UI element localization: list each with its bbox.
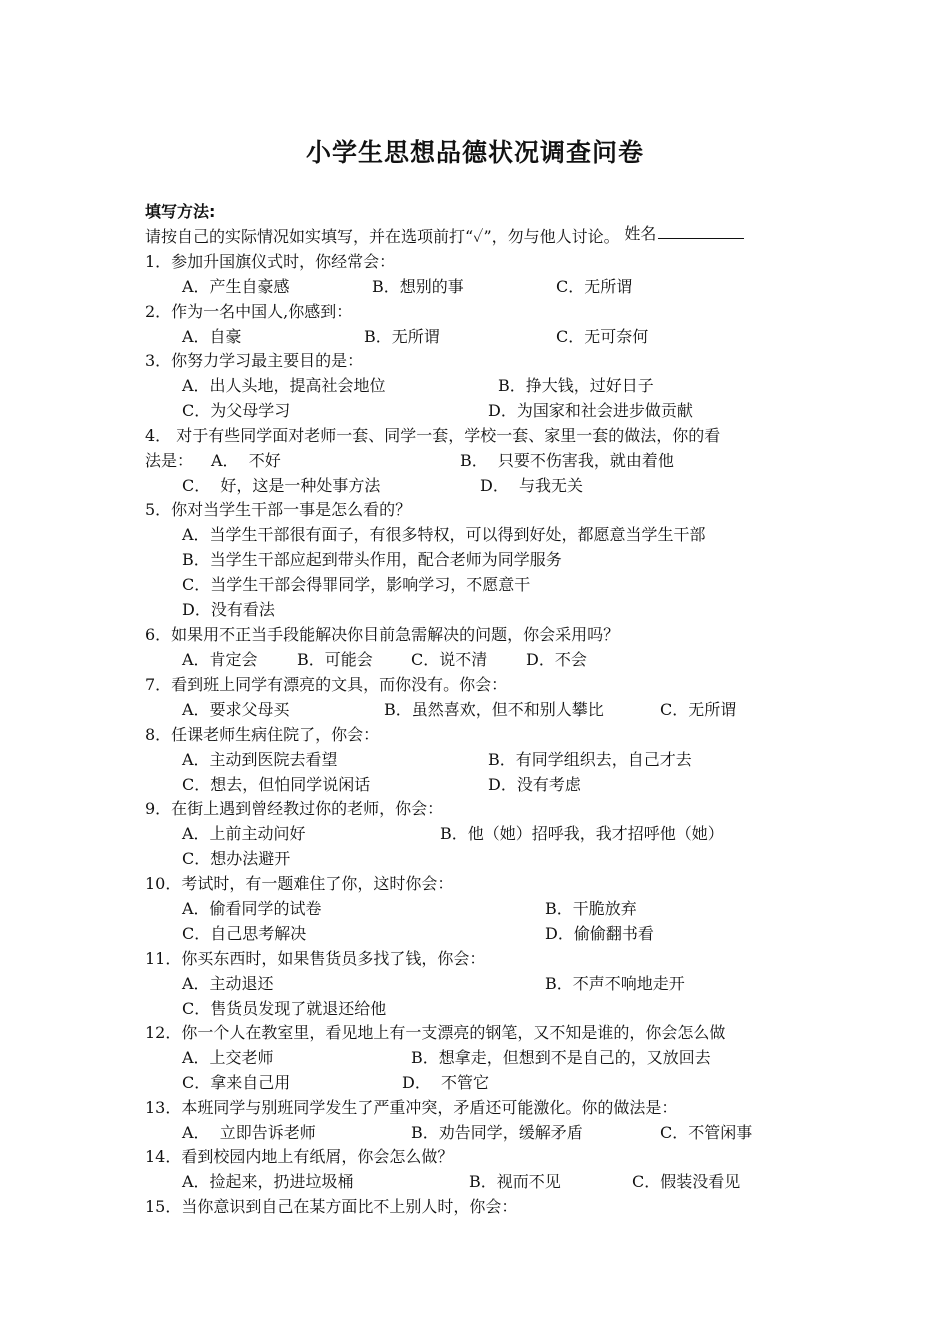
q11-option-c[interactable]: C．售货员发现了就退还给他 — [182, 999, 387, 1018]
q14-option-a[interactable]: A．捡起来，扔进垃圾桶 — [182, 1172, 354, 1191]
question-13: 13．本班同学与别班同学发生了严重冲突，矛盾还可能激化。你的做法是： — [145, 1098, 678, 1117]
question-14: 14．看到校园内地上有纸屑，你会怎么做？ — [145, 1147, 454, 1166]
q4-option-d[interactable]: D． 与我无关 — [480, 476, 584, 495]
q12-option-b[interactable]: B．想拿走，但想到不是自己的，又放回去 — [411, 1048, 711, 1067]
q4-option-a[interactable]: A． 不好 — [211, 451, 281, 470]
q12-option-a[interactable]: A．上交老师 — [182, 1048, 274, 1067]
q3-option-c[interactable]: C．为父母学习 — [182, 401, 291, 420]
question-1: 1．参加升国旗仪式时，你经常会： — [145, 252, 396, 271]
q9-option-a[interactable]: A．上前主动问好 — [182, 824, 306, 843]
q10-option-d[interactable]: D．偷偷翻书看 — [545, 924, 654, 943]
instruction-text: 请按自己的实际情况如实填写，并在选项前打“✓”，勿与他人讨论。 — [145, 227, 620, 246]
q3-option-b[interactable]: B．挣大钱，过好日子 — [498, 376, 654, 395]
q1-option-a[interactable]: A．产生自豪感 — [182, 277, 290, 296]
q5-option-d[interactable]: D．没有看法 — [182, 600, 275, 619]
q8-option-a[interactable]: A．主动到医院去看望 — [182, 750, 338, 769]
q5-option-b[interactable]: B．当学生干部应起到带头作用，配合老师为同学服务 — [182, 550, 562, 569]
q10-option-c[interactable]: C．自己思考解决 — [182, 924, 307, 943]
q8-option-d[interactable]: D．没有考虑 — [488, 775, 581, 794]
q7-option-a[interactable]: A．要求父母买 — [182, 700, 290, 719]
q8-option-b[interactable]: B．有同学组织去，自己才去 — [488, 750, 692, 769]
question-6: 6．如果用不正当手段能解决你目前急需解决的问题，你会采用吗？ — [145, 625, 620, 644]
question-4-cont: 法是： — [145, 451, 194, 470]
q3-option-d[interactable]: D．为国家和社会进步做贡献 — [488, 401, 693, 420]
q5-option-a[interactable]: A．当学生干部很有面子，有很多特权，可以得到好处，都愿意当学生干部 — [182, 525, 706, 544]
q13-option-a[interactable]: A． 立即告诉老师 — [182, 1123, 316, 1142]
question-7: 7．看到班上同学有漂亮的文具，而你没有。你会： — [145, 675, 508, 694]
q4-option-b[interactable]: B． 只要不伤害我，就由着他 — [460, 451, 674, 470]
q10-option-a[interactable]: A．偷看同学的试卷 — [182, 899, 322, 918]
q1-option-c[interactable]: C．无所谓 — [556, 277, 633, 296]
q6-option-c[interactable]: C．说不清 — [411, 650, 488, 669]
question-12: 12．你一个人在教室里，看见地上有一支漂亮的钢笔，又不知是谁的，你会怎么做 — [145, 1023, 726, 1042]
question-2: 2．作为一名中国人,你感到： — [145, 302, 353, 321]
q12-option-d[interactable]: D． 不管它 — [402, 1073, 490, 1092]
q7-option-c[interactable]: C．无所谓 — [660, 700, 737, 719]
q3-option-a[interactable]: A．出人头地，提高社会地位 — [182, 376, 386, 395]
q6-option-a[interactable]: A．肯定会 — [182, 650, 258, 669]
q2-option-c[interactable]: C．无可奈何 — [556, 327, 649, 346]
question-9: 9．在街上遇到曾经教过你的老师，你会： — [145, 799, 444, 818]
name-label: 姓名 — [624, 224, 657, 243]
q2-option-b[interactable]: B．无所谓 — [364, 327, 440, 346]
page-title: 小学生思想品德状况调查问卷 — [305, 138, 644, 167]
q11-option-a[interactable]: A．主动退还 — [182, 974, 274, 993]
q8-option-c[interactable]: C．想去，但怕同学说闲话 — [182, 775, 371, 794]
question-10: 10．考试时，有一题难住了你，这时你会： — [145, 874, 454, 893]
name-blank[interactable] — [658, 222, 744, 239]
q1-option-b[interactable]: B．想别的事 — [372, 277, 464, 296]
question-15: 15．当你意识到自己在某方面比不上别人时，你会： — [145, 1197, 518, 1216]
q13-option-b[interactable]: B．劝告同学，缓解矛盾 — [411, 1123, 583, 1142]
question-8: 8．任课老师生病住院了，你会： — [145, 725, 380, 744]
q12-option-c[interactable]: C．拿来自己用 — [182, 1073, 291, 1092]
fill-method-label: 填写方法: — [145, 202, 216, 221]
name-field[interactable] — [604, 202, 744, 264]
question-4: 4． 对于有些同学面对老师一套、同学一套，学校一套、家里一套的做法，你的看 — [145, 426, 721, 445]
q7-option-b[interactable]: B．虽然喜欢，但不和别人攀比 — [384, 700, 604, 719]
q13-option-c[interactable]: C．不管闲事 — [660, 1123, 753, 1142]
q9-option-b[interactable]: B．他（她）招呼我，我才招呼他（她） — [440, 824, 724, 843]
question-5: 5．你对当学生干部一事是怎么看的？ — [145, 500, 412, 519]
q2-option-a[interactable]: A．自豪 — [182, 327, 242, 346]
q6-option-d[interactable]: D．不会 — [526, 650, 587, 669]
question-3: 3．你努力学习最主要目的是： — [145, 351, 364, 370]
q11-option-b[interactable]: B．不声不响地走开 — [545, 974, 685, 993]
question-11: 11．你买东西时，如果售货员多找了钱，你会： — [145, 949, 486, 968]
q14-option-c[interactable]: C．假装没看见 — [632, 1172, 741, 1191]
q6-option-b[interactable]: B．可能会 — [297, 650, 373, 669]
q9-option-c[interactable]: C．想办法避开 — [182, 849, 291, 868]
q4-option-c[interactable]: C． 好，这是一种处事方法 — [182, 476, 381, 495]
q5-option-c[interactable]: C．当学生干部会得罪同学，影响学习，不愿意干 — [182, 575, 531, 594]
q14-option-b[interactable]: B．视而不见 — [469, 1172, 561, 1191]
q10-option-b[interactable]: B．干脆放弃 — [545, 899, 637, 918]
